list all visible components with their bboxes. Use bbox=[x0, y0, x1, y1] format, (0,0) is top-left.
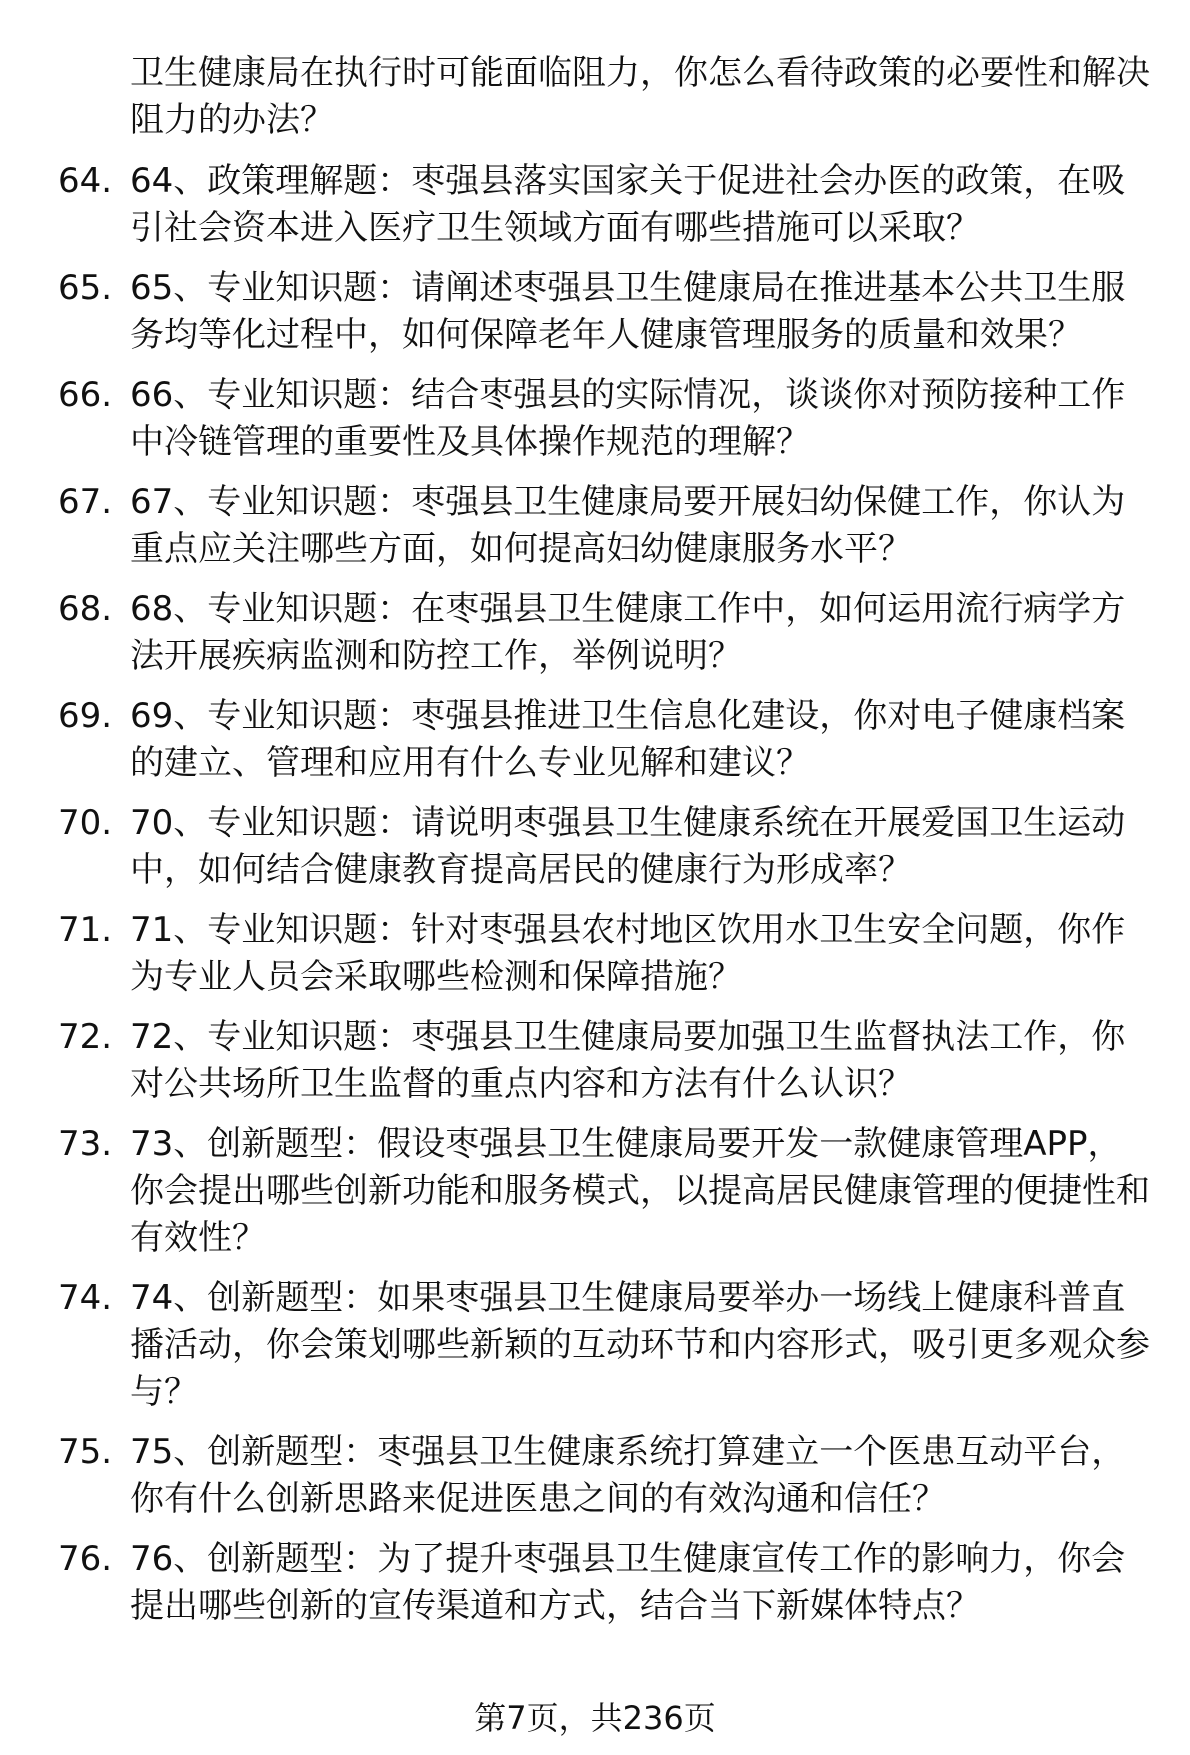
list-number: 66. bbox=[58, 375, 113, 415]
question-text: 68、专业知识题：在枣强县卫生健康工作中，如何运用流行病学方法开展疾病监测和防控工作，举例说明？ bbox=[130, 589, 1126, 676]
list-item bbox=[0, 907, 1190, 1001]
question-text: 67、专业知识题：枣强县卫生健康局要开展妇幼保健工作，你认为重点应关注哪些方面，如何提高妇幼健康服务水平？ bbox=[130, 482, 1126, 569]
question-text: 75、创新题型：枣强县卫生健康系统打算建立一个医患互动平台，你有什么创新思路来促进医患之间的有效沟通和信任？ bbox=[130, 1432, 1126, 1519]
list-item bbox=[0, 479, 1190, 573]
question-text: 69、专业知识题：枣强县推进卫生信息化建设，你对电子健康档案的建立、管理和应用有什么专业见解和建议？ bbox=[130, 696, 1126, 783]
list-item bbox=[0, 800, 1190, 894]
list-item bbox=[0, 1429, 1190, 1523]
list-item bbox=[0, 1275, 1190, 1416]
list-number: 74. bbox=[58, 1278, 113, 1318]
list-item bbox=[0, 158, 1190, 252]
page-number-footer: 第7页，共236页 bbox=[474, 1699, 716, 1737]
list-number: 69. bbox=[58, 696, 113, 736]
question-text: 70、专业知识题：请说明枣强县卫生健康系统在开展爱国卫生运动中，如何结合健康教育提高居民的健康行为形成率？ bbox=[130, 803, 1126, 890]
question-list bbox=[0, 158, 1190, 1643]
question-text: 71、专业知识题：针对枣强县农村地区饮用水卫生安全问题，你作为专业人员会采取哪些检测和保障措施？ bbox=[130, 910, 1126, 997]
question-text: 66、专业知识题：结合枣强县的实际情况，谈谈你对预防接种工作中冷链管理的重要性及具体操作规范的理解？ bbox=[130, 375, 1126, 462]
list-number: 72. bbox=[58, 1017, 113, 1057]
question-text: 64、政策理解题：枣强县落实国家关于促进社会办医的政策，在吸引社会资本进入医疗卫生领域方面有哪些措施可以采取？ bbox=[130, 161, 1126, 248]
question-text: 65、专业知识题：请阐述枣强县卫生健康局在推进基本公共卫生服务均等化过程中，如何保障老年人健康管理服务的质量和效果？ bbox=[130, 268, 1126, 355]
list-item bbox=[0, 372, 1190, 466]
list-number: 76. bbox=[58, 1539, 113, 1579]
list-number: 75. bbox=[58, 1432, 113, 1472]
list-number: 68. bbox=[58, 589, 113, 629]
list-item bbox=[0, 693, 1190, 787]
list-item bbox=[0, 1014, 1190, 1108]
question-text: 73、创新题型：假设枣强县卫生健康局要开发一款健康管理APP，你会提出哪些创新功能和服务模式，以提高居民健康管理的便捷性和有效性？ bbox=[130, 1124, 1150, 1258]
list-item bbox=[0, 1121, 1190, 1262]
list-number: 65. bbox=[58, 268, 113, 308]
list-item bbox=[0, 586, 1190, 680]
question-text: 76、创新题型：为了提升枣强县卫生健康宣传工作的影响力，你会提出哪些创新的宣传渠道和方式，结合当下新媒体特点？ bbox=[130, 1539, 1126, 1626]
list-number: 70. bbox=[58, 803, 113, 843]
list-number: 73. bbox=[58, 1124, 113, 1164]
list-item bbox=[0, 1536, 1190, 1630]
continued-question-text: 卫生健康局在执行时可能面临阻力，你怎么看待政策的必要性和解决阻力的办法？ bbox=[130, 53, 1150, 140]
question-text: 74、创新题型：如果枣强县卫生健康局要举办一场线上健康科普直播活动，你会策划哪些新颖的互动环节和内容形式，吸引更多观众参与？ bbox=[130, 1278, 1150, 1412]
list-number: 67. bbox=[58, 482, 113, 522]
list-item bbox=[0, 265, 1190, 359]
question-text: 72、专业知识题：枣强县卫生健康局要加强卫生监督执法工作，你对公共场所卫生监督的重点内容和方法有什么认识？ bbox=[130, 1017, 1126, 1104]
list-number: 64. bbox=[58, 161, 113, 201]
list-number: 71. bbox=[58, 910, 113, 950]
